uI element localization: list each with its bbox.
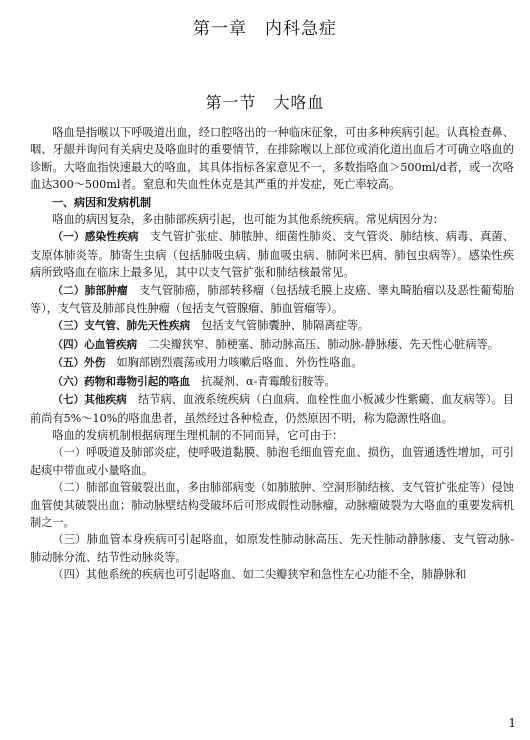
section-title: 第一节 大咯血: [205, 93, 325, 112]
cause-lead: （六）药物和毒物引起的咯血: [52, 375, 191, 388]
cause-item: [30, 354, 514, 372]
cause-lead: （二）肺部肿瘤: [52, 284, 128, 297]
cause-lead: （四）心血管疾病: [52, 338, 138, 351]
cause-item: [30, 373, 514, 391]
mechanism-item: （一）呼吸道及肺部炎症，使呼吸道黏膜、肺泡毛细血管充血、损伤，血管通透性增加，可引起痰中带血或小量咯血。: [30, 446, 514, 477]
mechanism-item: （二）肺部血管破裂出血，多由肺部病变（如肺脓肿、空洞形肺结核、支气管扩张症等）侵蚀血管使其破裂出血；肺动脉壁结构受破坏后可形成假性动脉瘤，动脉瘤破裂为大咯血的重要发病机制之一。: [30, 481, 514, 529]
cause-text: 支气管肺癌，肺部转移瘤（包括绒毛膜上皮癌、睾丸畸胎瘤以及恶性葡萄胎等），支气管及肺部良性肿瘤（包括支气管腺瘤、肺血管瘤等）。: [30, 283, 515, 316]
cause-lead: （三）支气管、肺先天性疾病: [52, 320, 191, 333]
cause-lead: （七）其他疾病: [52, 394, 127, 407]
intro-paragraph: 咯血是指喉以下呼吸道出血，经口腔咯出的一种临床征象，可由多种疾病引起。认真检查鼻、咽、牙龈并询问有关病史及咯血时的重要情节，在排除喉以上部位或消化道出血后才可确立咯血的诊断。大咯血指快速最大的咯血，其具体指标各家意见不一，多数指咯血＞500ml/d者，或一次咯血达300～500ml者。窒息和失血性休克是其严重的并发症，死亡率较高。: [30, 126, 514, 192]
page-number: 1: [508, 716, 516, 730]
cause-intro: 咯血的病因复杂，多由肺部疾病引起，也可能为其他系统疾病。常见病因分为：: [52, 213, 444, 227]
cause-lead: （一）感染性疾病: [52, 231, 139, 244]
mechanism-intro: 咯血的发病机制根据病理生理机制的不同而异，它可由于：: [52, 428, 344, 442]
chapter-title: 第一章 内科急症: [193, 19, 337, 39]
body-text: [30, 124, 514, 584]
cause-text: 二尖瓣狭窄、肺梗塞、肺动脉高压、肺动脉-静脉瘘、先天性心脏病等。: [137, 337, 499, 351]
cause-item: [30, 391, 514, 427]
cause-text: 支气管扩张症、肺脓肿、细菌性肺炎、支气管炎、肺结核、病毒、真菌、支原体肺炎等。肺寄生虫病（包括肺吸虫病、肺血吸虫病、肺阿米巴病、肺包虫病等）。感染性疾病所致咯血在临床上最多见，其中以支气管扩张和肺结核最常见。: [30, 230, 514, 280]
cause-text: 结节病、血液系统疾病（白血病、血栓性血小板减少性紫癜、血友病等）。目前尚有5%～10%的咯血患者，虽然经过各种检查，仍然原因不明，称为隐源性咯血。: [30, 393, 515, 425]
cause-text: 包括支气管肺囊肿、肺隔离症等。: [190, 319, 370, 333]
cause-text: 如胸部剧烈震荡或用力咳嗽后咯血、外伤性咯血。: [105, 356, 363, 370]
cause-item: [30, 317, 514, 335]
cause-item: [30, 228, 514, 281]
cause-lead: （五）外伤: [52, 357, 106, 370]
cause-text: 抗凝剂、α-青霉酸衍胺等。: [190, 374, 336, 388]
cause-item: [30, 336, 514, 354]
cause-item: [30, 282, 514, 318]
heading-causes: 一、病因和发病机制: [52, 195, 151, 209]
mechanism-item: （三）肺血管本身疾病可引起咯血，如原发性肺动脉高压、先天性肺动静脉瘘、支气管动脉-肺动脉分流、结节性动脉炎等。: [30, 533, 514, 564]
mechanism-item: （四）其他系统的疾病也可引起咯血、如二尖瓣狭窄和急性左心功能不全，肺静脉和: [52, 568, 467, 582]
